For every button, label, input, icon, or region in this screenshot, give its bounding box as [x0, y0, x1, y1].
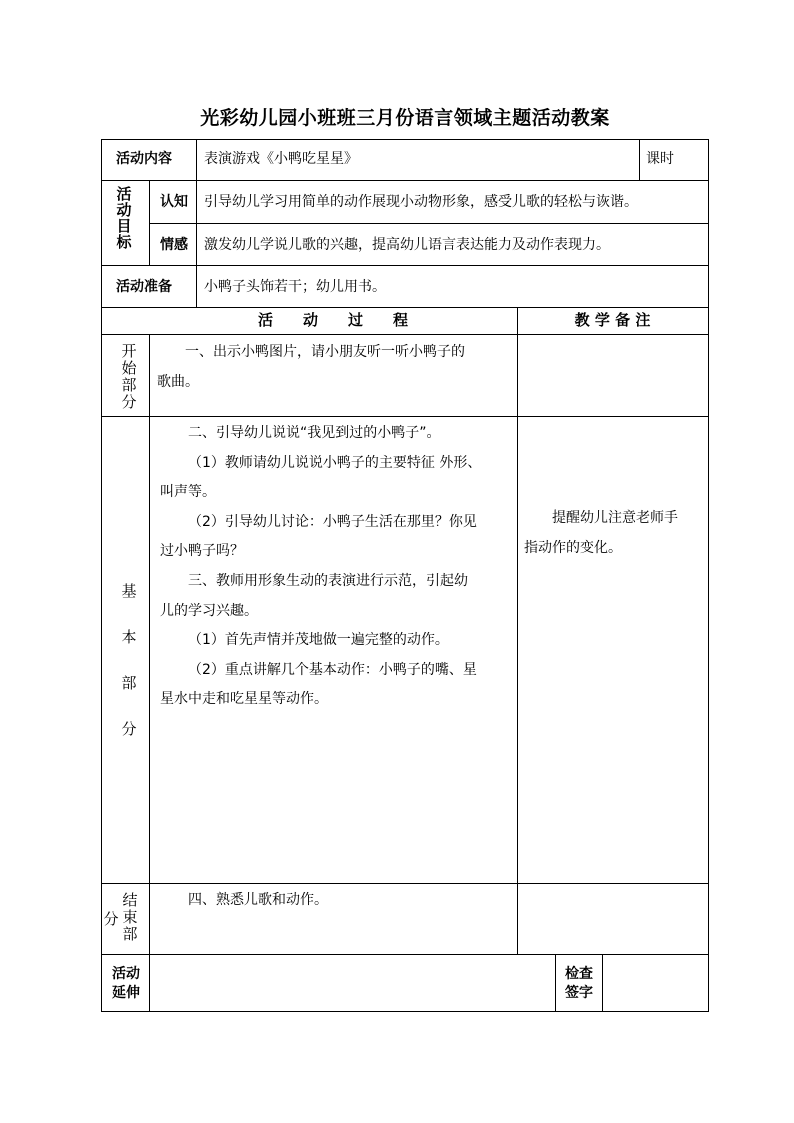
end-section-text: 四、熟悉儿歌和动作。	[188, 892, 328, 908]
preparation-label: 活动准备	[116, 279, 172, 295]
extension-content-cell	[150, 955, 554, 1011]
process-header: 活 动 过 程	[257, 311, 408, 329]
class-hours-label: 课时	[646, 151, 674, 167]
basic-section-label: 基 本 部 分	[121, 582, 137, 738]
notes-header: 教 学 备 注	[574, 311, 651, 329]
page-title: 光彩幼儿园小班班三月份语言领域主题活动教案	[200, 107, 610, 129]
start-section-label: 开 始 部 分	[121, 342, 137, 411]
extension-label: 活动 延伸	[112, 966, 140, 1001]
check-signature-label: 检查 签字	[565, 966, 593, 1001]
activity-content-label: 活动内容	[116, 151, 172, 167]
end-section-label-side: 分	[103, 910, 119, 928]
basic-section-text: 二、引导幼儿说说“我见到过的小鸭子”。 （1）教师请幼儿说说小鸭子的主要特征 外形、 叫声等。 （2）引导幼儿讨论：小鸭子生活在那里？你见 过小鸭子吗？ 三、教师用形象生动的表演进行示范，引起幼 儿的学习兴趣。 （1）首先声情并茂地做一遍完整的动作。 （2）重点讲解几个基本动作：小鸭子的嘴、星 星水中走和吃星星等动作。	[160, 425, 482, 708]
start-section-text: 一、出示小鸭图片，请小朋友听一听小鸭子的 歌曲。	[157, 344, 465, 390]
preparation-text: 小鸭子头饰若干；幼儿用书。	[204, 279, 386, 295]
signature-cell	[603, 955, 707, 1011]
end-section-label: 结 束 部	[122, 891, 138, 943]
cognitive-label: 认知	[160, 194, 188, 210]
basic-section-note: 提醒幼儿注意老师手 指动作的变化。	[524, 510, 678, 556]
cognitive-text: 引导幼儿学习用简单的动作展现小动物形象，感受儿歌的轻松与诙谐。	[204, 194, 638, 210]
emotion-label: 情感	[160, 237, 188, 253]
emotion-text: 激发幼儿学说儿歌的兴趣，提高幼儿语言表达能力及动作表现力。	[204, 237, 610, 253]
goals-label: 活 动 目 标	[116, 185, 132, 251]
activity-content-value: 表演游戏《小鸭吃星星》	[204, 151, 358, 167]
